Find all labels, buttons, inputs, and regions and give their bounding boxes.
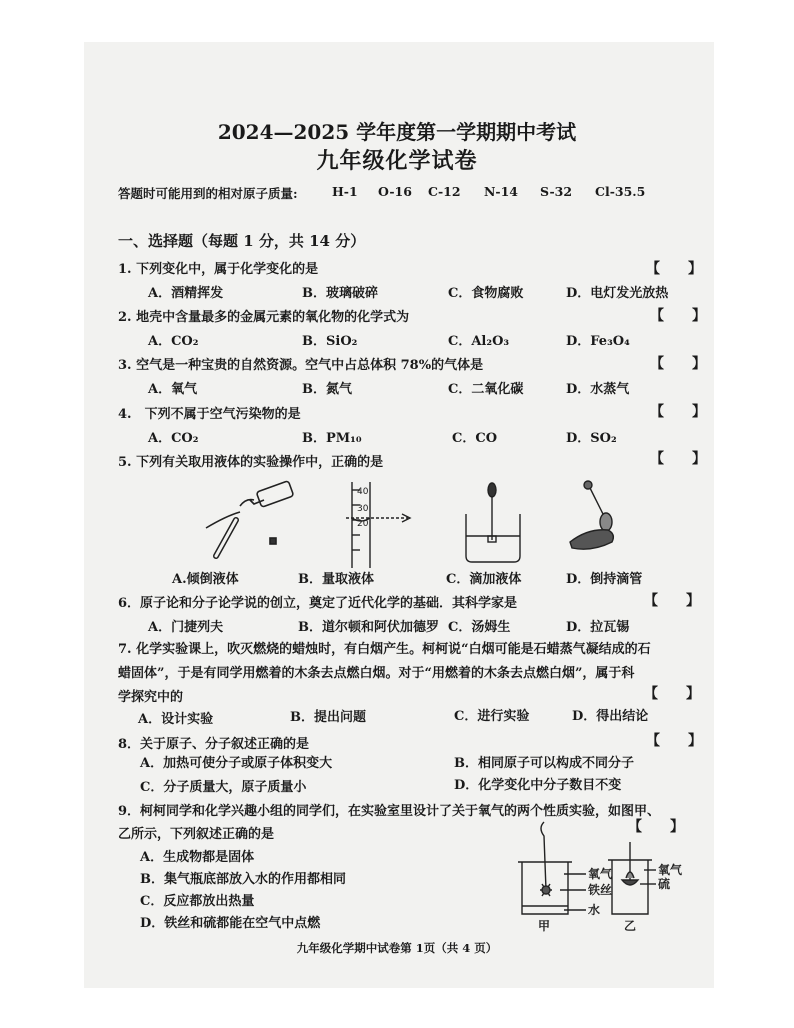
q7-option-a: A．设计实验 bbox=[138, 712, 214, 727]
figure-d-inverted-dropper bbox=[570, 481, 613, 549]
q3-option-c: C．二氧化碳 bbox=[448, 382, 524, 397]
answer-bracket-9[interactable]: 【 】 bbox=[628, 819, 684, 835]
q3-option-b: B．氮气 bbox=[302, 382, 352, 397]
question-9-stem-line1: 9．柯柯同学和化学兴趣小组的同学们，在实验室里设计了关于氧气的两个性质实验，如图甲、 bbox=[118, 804, 661, 819]
q3-option-d: D．水蒸气 bbox=[566, 382, 630, 397]
question-4-stem: 4. 下列不属于空气污染物的是 bbox=[118, 407, 301, 422]
cylinder-tick-40: 40 bbox=[357, 487, 369, 497]
q4-option-a: A．CO₂ bbox=[148, 431, 199, 446]
caption-jia: 甲 bbox=[538, 919, 551, 933]
q9-option-a: A．生成物都是固体 bbox=[140, 850, 255, 865]
question-5-stem: 5. 下列有关取用液体的实验操作中，正确的是 bbox=[118, 455, 384, 470]
q5-figures bbox=[196, 478, 696, 572]
question-9-stem-line2: 乙所示，下列叙述正确的是 bbox=[118, 827, 275, 842]
answer-bracket-1[interactable]: 【 】 bbox=[646, 261, 702, 277]
q5-option-a: A.倾倒液体 bbox=[172, 572, 239, 587]
q4-option-c: C．CO bbox=[452, 431, 498, 446]
q8-option-c: C．分子质量大，原子质量小 bbox=[140, 780, 307, 795]
q2-option-a: A．CO₂ bbox=[148, 334, 199, 349]
cylinder-tick-20: 20 bbox=[357, 519, 369, 529]
q7-option-c: C．进行实验 bbox=[454, 709, 530, 724]
q5-option-c: C．滴加液体 bbox=[446, 572, 522, 587]
question-3-stem: 3. 空气是一种宝贵的自然资源。空气中占总体积 78%的气体是 bbox=[118, 358, 484, 373]
figure-a-pouring bbox=[206, 481, 294, 556]
q3-option-a: A．氧气 bbox=[148, 382, 198, 397]
atomic-mass-n: N-14 bbox=[484, 184, 519, 199]
q4-option-d: D．SO₂ bbox=[566, 431, 617, 446]
question-8-stem: 8．关于原子、分子叙述正确的是 bbox=[118, 737, 310, 752]
figure-b-cylinder bbox=[346, 482, 410, 568]
q2-option-c: C．Al₂O₃ bbox=[448, 334, 510, 349]
q9-figure bbox=[514, 818, 690, 934]
caption-yi: 乙 bbox=[624, 919, 637, 933]
q6-option-b: B．道尔顿和阿伏加德罗 bbox=[298, 620, 439, 635]
q1-option-c: C．食物腐败 bbox=[448, 286, 524, 301]
q9-option-d: D．铁丝和硫都能在空气中点燃 bbox=[140, 916, 321, 931]
atomic-mass-s: S-32 bbox=[540, 184, 573, 199]
atomic-mass-cl: Cl-35.5 bbox=[595, 184, 646, 199]
q7-option-b: B．提出问题 bbox=[290, 710, 366, 725]
question-7-stem-line1: 7. 化学实验课上，吹灭燃烧的蜡烛时，有白烟产生。柯柯说“白烟可能是石蜡蒸气凝结成的石 bbox=[118, 642, 651, 657]
figure-c-dropper bbox=[466, 483, 520, 562]
answer-bracket-2[interactable]: 【 】 bbox=[650, 308, 706, 324]
q5-option-b: B．量取液体 bbox=[298, 572, 374, 587]
atomic-mass-o: O-16 bbox=[378, 184, 412, 199]
q8-option-d: D．化学变化中分子数目不变 bbox=[454, 778, 622, 793]
q2-option-d: D．Fe₃O₄ bbox=[566, 334, 630, 349]
answer-bracket-4[interactable]: 【 】 bbox=[650, 404, 706, 420]
question-7-stem-line3: 学探究中的 bbox=[118, 690, 184, 705]
atomic-mass-c: C-12 bbox=[428, 184, 461, 199]
label-water: 水 bbox=[588, 903, 601, 917]
label-jia-oxygen: 氧气 bbox=[588, 867, 613, 881]
q9-option-c: C．反应都放出热量 bbox=[140, 894, 255, 909]
cylinder-tick-30: 30 bbox=[357, 504, 369, 514]
question-1-stem: 1. 下列变化中，属于化学变化的是 bbox=[118, 262, 319, 277]
q6-option-c: C．汤姆生 bbox=[448, 620, 511, 635]
answer-bracket-7[interactable]: 【 】 bbox=[644, 686, 700, 702]
q9-option-b: B．集气瓶底部放入水的作用都相同 bbox=[140, 872, 346, 887]
q8-option-b: B．相同原子可以构成不同分子 bbox=[454, 756, 634, 771]
q1-option-a: A．酒精挥发 bbox=[148, 286, 224, 301]
q1-option-b: B．玻璃破碎 bbox=[302, 286, 378, 301]
q6-option-a: A．门捷列夫 bbox=[148, 620, 224, 635]
q7-option-d: D．得出结论 bbox=[572, 709, 649, 724]
label-yi-oxygen: 氧气 bbox=[658, 863, 683, 877]
exam-subtitle: 九年级化学试卷 bbox=[316, 148, 478, 174]
section-title: 一、选择题（每题 1 分，共 14 分） bbox=[118, 232, 366, 250]
q6-option-d: D．拉瓦锡 bbox=[566, 620, 630, 635]
answer-bracket-8[interactable]: 【 】 bbox=[646, 733, 702, 749]
label-iron-wire: 铁丝 bbox=[588, 883, 613, 897]
atomic-mass-h: H-1 bbox=[332, 184, 358, 199]
q5-option-d: D．倒持滴管 bbox=[566, 572, 643, 587]
page-footer: 九年级化学期中试卷第 1页（共 4 页） bbox=[296, 941, 498, 955]
q4-option-b: B．PM₁₀ bbox=[302, 431, 362, 446]
exam-title: 2024—2025 学年度第一学期期中考试 bbox=[217, 120, 577, 144]
figure-jia-iron-wire bbox=[518, 822, 586, 914]
answer-bracket-3[interactable]: 【 】 bbox=[650, 356, 706, 372]
q8-option-a: A．加热可使分子或原子体积变大 bbox=[140, 756, 333, 771]
question-6-stem: 6．原子论和分子论学说的创立，奠定了近代化学的基础．其科学家是 bbox=[118, 596, 518, 611]
question-2-stem: 2. 地壳中含量最多的金属元素的氧化物的化学式为 bbox=[118, 310, 410, 325]
answer-bracket-6[interactable]: 【 】 bbox=[644, 593, 700, 609]
question-7-stem-line2: 蜡固体”，于是有同学用燃着的木条去点燃白烟。对于“用燃着的木条去点燃白烟”，属于科 bbox=[118, 666, 635, 681]
q1-option-d: D．电灯发光放热 bbox=[566, 286, 669, 301]
atomic-mass-prefix: 答题时可能用到的相对原子质量: bbox=[118, 186, 298, 201]
q2-option-b: B．SiO₂ bbox=[302, 334, 358, 349]
label-sulfur: 硫 bbox=[658, 877, 671, 891]
answer-bracket-5[interactable]: 【 】 bbox=[650, 451, 706, 467]
figure-yi-sulfur bbox=[608, 842, 656, 914]
